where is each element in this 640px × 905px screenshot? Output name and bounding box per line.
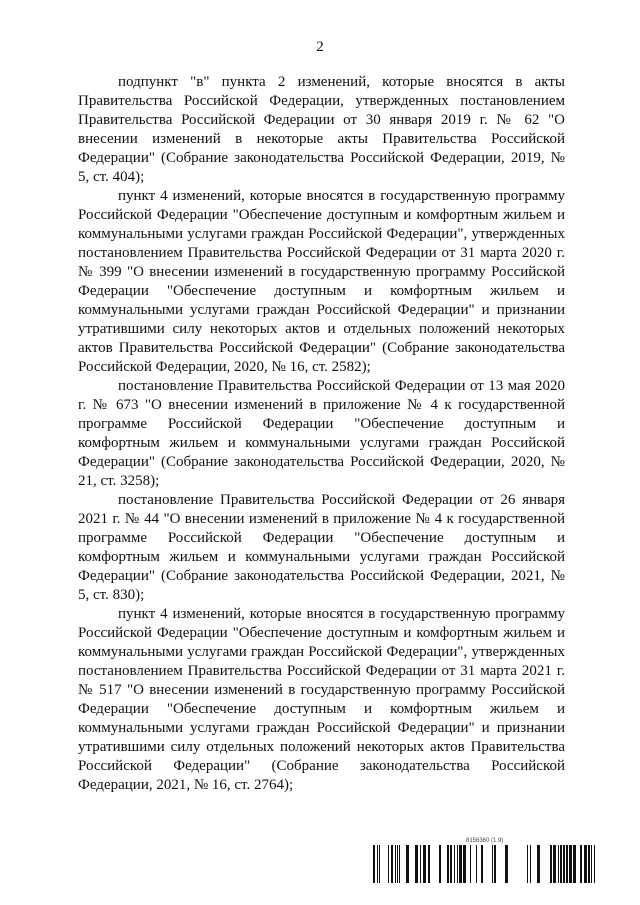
paragraph-subpoint-v: подпункт "в" пункта 2 изменений, которые вносятся в акты Правительства Российской Федерации, утвержденных постановлением Правительства Российской Федерации от 30 января 2019 г. № 62 "О внесении изменений в некоторые акты Правительства Российской Федерации" (Собрание законодательства Российской Федерации, 2019, № 5, ст. 404); (78, 74, 565, 185)
barcode-label: 8156360 (1.9) (466, 838, 504, 844)
paragraph-resolution-673: постановление Правительства Российской Федерации от 13 мая 2020 г. № 673 "О внесении изменений в приложение № 4 к государственной программе Российской Федерации "Обеспечение доступным и комфортным жильем и коммунальными услугами граждан Российской Федерации" (Собрание законодательства Российской Федерации, 2020, № 21, ст. 3258); (78, 378, 565, 489)
barcode-image (373, 845, 595, 883)
document-body (78, 73, 565, 795)
paragraph-resolution-44: постановление Правительства Российской Федерации от 26 января 2021 г. № 44 "О внесении изменений в приложение № 4 к государственной программе Российской Федерации "Обеспечение доступным и комфортным жильем и коммунальными услугами граждан Российской Федерации" (Собрание законодательства Российской Федерации, 2021, № 5, ст. 830); (78, 492, 565, 603)
paragraph-point-4-2021: пункт 4 изменений, которые вносятся в государственную программу Российской Федерации "Обеспечение доступным и комфортным жильем и коммунальными услугами граждан Российской Федерации", утвержденных постановлением Правительства Российской Федерации от 31 марта 2021 г. № 517 "О внесении изменений в государственную программу Российской Федерации "Обеспечение доступным и комфортным жильем и коммунальными услугами граждан Российской Федерации" и признании утратившими силу отдельных положений некоторых актов Правительства Российской Федерации" (Собрание законодательства Российской Федерации, 2021, № 16, ст. 2764); (78, 606, 565, 793)
page-number: 2 (316, 39, 324, 55)
paragraph-point-4-2020: пункт 4 изменений, которые вносятся в государственную программу Российской Федерации "Обеспечение доступным и комфортным жильем и коммунальными услугами граждан Российской Федерации", утвержденных постановлением Правительства Российской Федерации от 31 марта 2020 г. № 399 "О внесении изменений в государственную программу Российской Федерации "Обеспечение доступным и комфортным жильем и коммунальными услугами граждан Российской Федерации" и признании утратившими силу некоторых актов и отдельных положений некоторых актов Правительства Российской Федерации" (Собрание законодательства Российской Федерации, 2020, № 16, ст. 2582); (78, 188, 565, 375)
